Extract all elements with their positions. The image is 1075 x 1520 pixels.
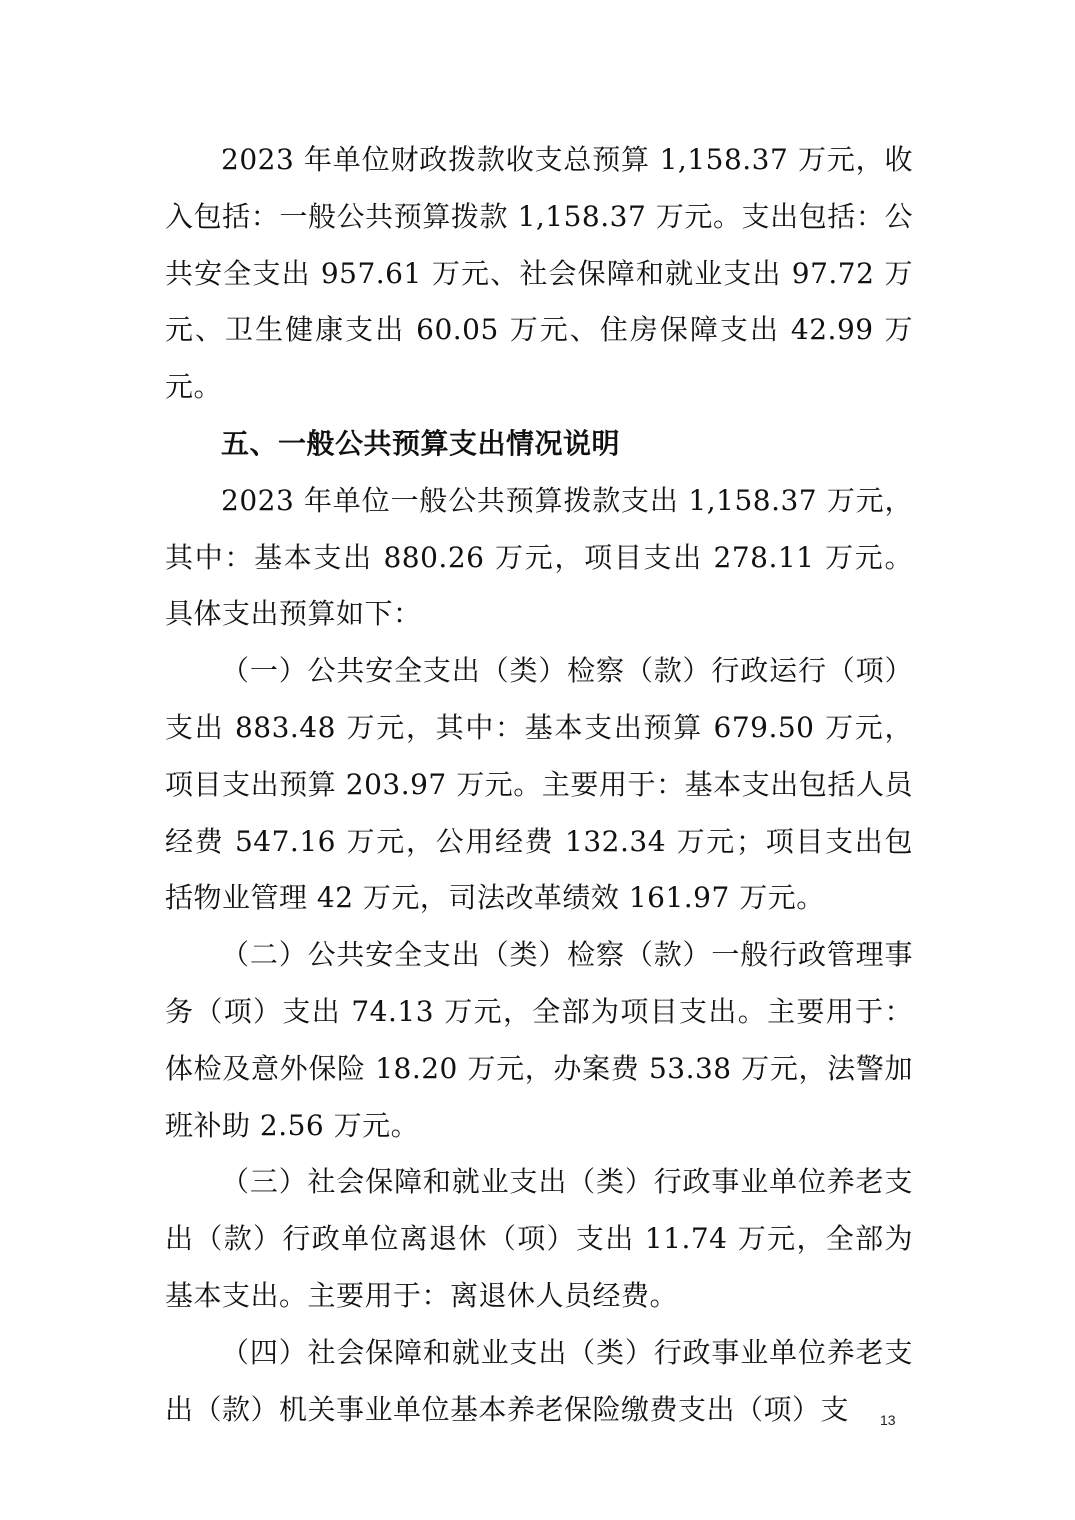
section-heading-general-budget: 五、一般公共预算支出情况说明 xyxy=(221,426,621,460)
page-number: 13 xyxy=(880,1412,896,1428)
document-body xyxy=(165,132,913,1438)
paragraph-general-budget-expenditure: 2023 年单位一般公共预算拨款支出 1,158.37 万元，其中：基本支出 880.26 万元，项目支出 278.11 万元。具体支出预算如下： xyxy=(165,483,913,631)
paragraph-budget-summary: 2023 年单位财政拨款收支总预算 1,158.37 万元，收入包括：一般公共预算拨款 1,158.37 万元。支出包括：公共安全支出 957.61 万元、社会保障和就业支出 97.72 万元、卫生健康支出 60.05 万元、住房保障支出 42.99 万元。 xyxy=(165,143,913,404)
paragraph-item-2: （二）公共安全支出（类）检察（款）一般行政管理事务（项）支出 74.13 万元，全部为项目支出。主要用于：体检及意外保险 18.20 万元，办案费 53.38 万元，法警加班补助 2.56 万元。 xyxy=(165,938,913,1142)
paragraph-item-1: （一）公共安全支出（类）检察（款）行政运行（项）支出 883.48 万元，其中：基本支出预算 679.50 万元，项目支出预算 203.97 万元。主要用于：基本支出包括人员经费 547.16 万元，公用经费 132.34 万元；项目支出包括物业管理 42 万元，司法改革绩效 161.97 万元。 xyxy=(165,654,913,915)
paragraph-item-3: （三）社会保障和就业支出（类）行政事业单位养老支出（款）行政单位离退休（项）支出 11.74 万元，全部为基本支出。主要用于：离退休人员经费。 xyxy=(165,1165,913,1312)
paragraph-item-4: （四）社会保障和就业支出（类）行政事业单位养老支出（款）机关事业单位基本养老保险缴费支出（项）支 xyxy=(165,1335,913,1426)
